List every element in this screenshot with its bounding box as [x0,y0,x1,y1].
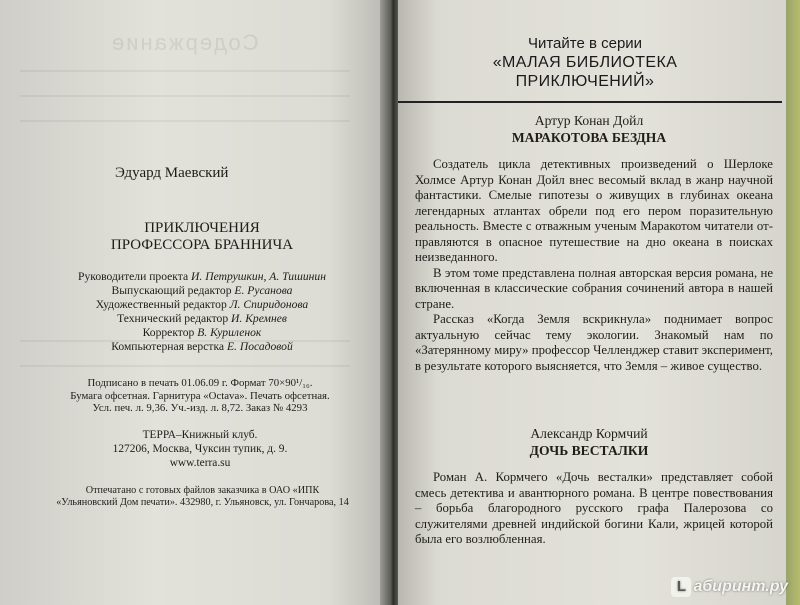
book1-author: Артур Конан Дойл [534,113,644,128]
series-name-line: ПРИКЛЮЧЕНИЙ» [515,73,655,90]
book2-title: ДОЧЬ ВЕСТАЛКИ [529,443,649,458]
publisher-line: 127206, Москва, Чуксин тупик, д. 9. [112,443,288,455]
imprint-line: Бумага офсетная. Гарнитура «Octava». Печать офсетная. [70,389,330,402]
book-title-line: ПРОФЕССОРА БРАННИЧА [110,237,294,253]
series-heading [405,34,765,91]
credit-line: Компьютерная верстка Е. Посадовой [111,340,293,353]
bleed-through-line [20,120,350,122]
heading-rule [398,101,782,103]
book1-description [415,157,773,374]
book2-author: Александр Кормчий [530,426,648,441]
book-title-line: ПРИКЛЮЧЕНИЯ [144,220,260,236]
paragraph: В этом томе представлена полная авторская версия романа, не включенная в классические собрания сочинений автора в нашей стране. [415,265,773,311]
credit-line: Художественный редактор Л. Спиридонова [95,298,309,311]
printer-line: Отпечатано с готовых файлов заказчика в ОАО «ИПК [85,485,320,496]
credit-line: Руководители проекта И. Петрушкин, А. Тишинин [78,270,326,283]
book-author: Эдуард Маевский [115,165,229,181]
credit-line: Корректор В. Куриленок [142,326,262,339]
credit-line: Технический редактор И. Кремнев [117,312,287,325]
series-intro: Читайте в серии [527,35,643,52]
bleed-through-line [20,365,350,367]
imprint-line: Усл. печ. л. 9,36. Уч.-изд. л. 8,72. Заказ № 4293 [92,402,308,415]
imprint-line: Подписано в печать 01.06.09 г. Формат 70×90¹/₁₆. [87,377,313,389]
publisher-line: ТЕРРА–Книжный клуб. [142,429,258,441]
labirint-logo-icon: L [671,577,691,597]
left-page [0,0,388,605]
book-title [92,220,312,254]
labirint-watermark [671,577,788,597]
imprint-block [40,377,360,415]
book2-description [415,470,773,548]
series-name-line: «МАЛАЯ БИБЛИОТЕКА [492,54,678,71]
green-cover-edge [786,0,800,605]
mirrored-contents-heading: Содержание [110,30,259,55]
publisher-block [40,428,360,470]
paragraph: Создатель цикла детективных произведений о Шерлоке Холмсе Артур Конан Дойл внес весомый вклад в жанр научной фантастики. Смелые гипотезы о живущих в глубинах океана легендарных атлантах обрели под его пером поразительную реальность. Вместе с отважным ученым Маракотом читатели отправляются в опасное путешествие на дно океана в поисках неизведанного. [415,157,773,264]
book1-title: МАРАКОТОВА БЕЗДНА [511,130,667,145]
watermark-text: абиринт.ру [693,578,788,595]
credit-line: Выпускающий редактор Е. Русанова [111,284,293,297]
paragraph: Рассказ «Когда Земля вскрикнула» поднимает вопрос актуальную сейчас тему экологии. Знакомый нам по «Затерянному миру» профессор Челленджер ставит эксперимент, в результате которого выясняется, что Земля – живое существо. [415,312,773,373]
credits-block [52,270,352,354]
bleed-through-line [20,70,350,72]
publisher-url: www.terra.su [169,457,231,469]
bleed-through-line [20,95,350,97]
printer-line: «Ульяновский Дом печати». 432980, г. Ульяновск, ул. Гончарова, 14 [56,497,349,508]
paragraph: Роман А. Кормчего «Дочь весталки» представляет собой смесь детектива и авантюрного романа. В центре повествования – борьба благородного русского графа Палерозова со служителями древней индийской богини Кали, жрицей которой была его возлюбленная. [415,470,773,546]
printer-block [30,485,375,509]
